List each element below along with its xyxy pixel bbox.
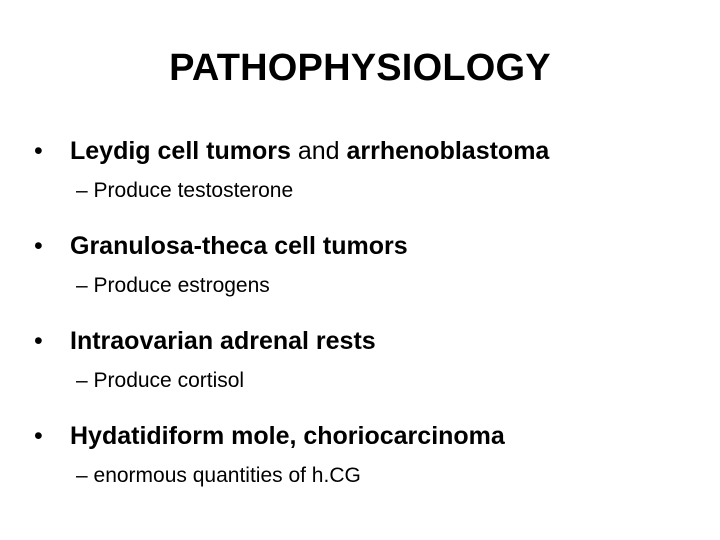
bullet-list <box>34 130 704 510</box>
bullet-item <box>34 225 704 320</box>
bullet-term: Intraovarian adrenal rests <box>70 327 376 355</box>
bullet-dot-icon: • <box>34 327 43 355</box>
slide-title: PATHOPHYSIOLOGY <box>169 47 551 89</box>
sub-bullet-text: – Produce cortisol <box>76 369 245 392</box>
bullet-text <box>34 225 408 267</box>
bullet-item <box>34 130 704 225</box>
sub-bullet-text: – Produce testosterone <box>76 179 294 202</box>
bullet-dot-icon: • <box>34 232 43 260</box>
bullet-term: Leydig cell tumors <box>70 137 291 165</box>
bullet-term: arrhenoblastoma <box>346 137 550 165</box>
bullet-term: Granulosa-theca cell tumors <box>70 232 408 260</box>
bullet-connector: and <box>290 137 347 165</box>
sub-bullet-text: – Produce estrogens <box>76 274 270 297</box>
bullet-text <box>34 130 549 172</box>
sub-bullet-text: – enormous quantities of h.CG <box>76 464 361 487</box>
bullet-term: Hydatidiform mole, choriocarcinoma <box>70 422 505 450</box>
bullet-dot-icon: • <box>34 422 43 450</box>
bullet-text <box>34 320 376 362</box>
bullet-text <box>34 415 505 457</box>
bullet-dot-icon: • <box>34 137 43 165</box>
bullet-item <box>34 415 704 510</box>
bullet-item <box>34 320 704 415</box>
